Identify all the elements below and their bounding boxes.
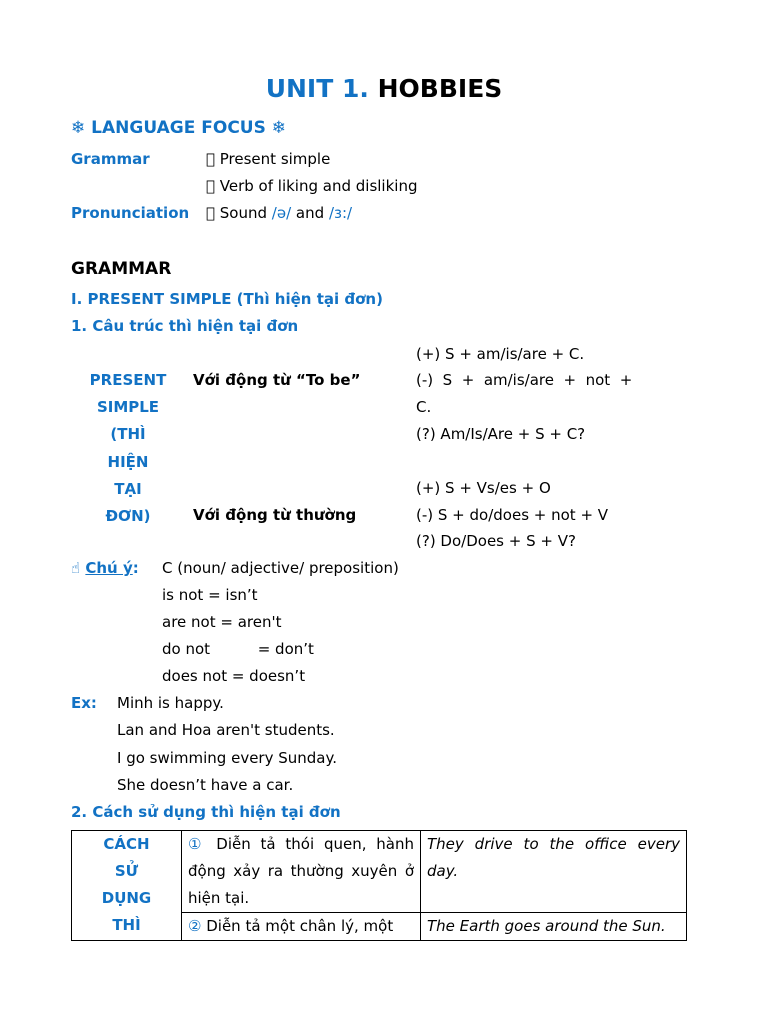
unit-topic: HOBBIES xyxy=(377,74,503,103)
sound-symbol: /ə/ xyxy=(271,204,292,222)
tobe-verb-label: Với động từ “To be” xyxy=(193,371,361,389)
grammar-section-heading: GRAMMAR xyxy=(71,259,172,279)
pronunciation-item xyxy=(206,204,352,222)
tobe-form: C. xyxy=(416,398,432,416)
usage-description xyxy=(182,913,421,941)
normal-form: (+) S + Vs/es + O xyxy=(416,479,551,497)
structure-label-line: (THÌ xyxy=(110,425,146,443)
structure-label-line: SIMPLE xyxy=(96,398,160,416)
tobe-form: (?) Am/Is/Are + S + C? xyxy=(416,425,586,443)
language-focus-heading: ❄ LANGUAGE FOCUS ❄ xyxy=(71,118,287,138)
normal-form: (?) Do/Does + S + V? xyxy=(416,532,576,550)
circled-number: ② xyxy=(188,917,202,935)
example-line: I go swimming every Sunday. xyxy=(117,749,337,767)
example-line: Minh is happy. xyxy=(117,694,224,712)
unit-number: UNIT 1. xyxy=(265,74,369,103)
structure-label-line: PRESENT xyxy=(89,371,167,389)
tobe-form: (+) S + am/is/are + C. xyxy=(416,345,585,363)
usage-example: The Earth goes around the Sun. xyxy=(421,913,687,941)
note-word: Chú ý xyxy=(85,559,133,577)
present-simple-heading: I. PRESENT SIMPLE (Thì hiện tại đơn) xyxy=(71,290,383,308)
sound-prefix:   Sound xyxy=(206,204,268,222)
usage-label-line: CÁCH xyxy=(103,835,150,853)
note-colon: : xyxy=(132,559,139,577)
note-line: C (noun/ adjective/ preposition) xyxy=(162,559,399,577)
pointing-hand-icon: ☝ xyxy=(71,559,81,577)
structure-label-line: ĐƠN) xyxy=(105,507,151,525)
sound-symbol: /ɜ:/ xyxy=(328,204,353,222)
usage-heading: 2. Cách sử dụng thì hiện tại đơn xyxy=(71,803,341,821)
normal-verb-label: Với động từ thường xyxy=(193,506,357,524)
usage-label-cell xyxy=(72,831,182,941)
usage-table xyxy=(71,830,687,941)
usage-description-text: Diễn tả thói quen, hành động xảy ra thường xuyên ở hiện tại. xyxy=(188,835,414,907)
note-line: do not = don’t xyxy=(162,640,314,658)
note-label xyxy=(71,559,139,577)
structure-label-line: TẠI xyxy=(114,480,142,498)
tobe-form: (-) S + am/is/are + not + xyxy=(416,371,633,389)
usage-description-text: Diễn tả một chân lý, một xyxy=(206,917,394,935)
example-line: She doesn’t have a car. xyxy=(117,776,294,794)
example-label: Ex: xyxy=(71,694,97,712)
page-title xyxy=(0,74,768,103)
note-line: are not = aren't xyxy=(162,613,282,631)
grammar-label: Grammar xyxy=(71,150,150,168)
usage-label-line: SỬ xyxy=(114,862,139,880)
example-line: Lan and Hoa aren't students. xyxy=(117,721,335,739)
normal-form: (-) S + do/does + not + V xyxy=(416,506,609,524)
grammar-item:   Verb of liking and disliking xyxy=(206,177,418,195)
usage-label-line: DỤNG xyxy=(101,889,152,907)
note-line: is not = isn’t xyxy=(162,586,258,604)
pronunciation-label: Pronunciation xyxy=(71,204,190,222)
usage-example: They drive to the office every day. xyxy=(421,831,687,913)
structure-heading: 1. Câu trúc thì hiện tại đơn xyxy=(71,317,299,335)
usage-label-line: THÌ xyxy=(112,916,141,934)
circled-number: ① xyxy=(188,835,207,853)
usage-description xyxy=(182,831,421,913)
and-word: and xyxy=(295,204,325,222)
table-row xyxy=(72,831,687,913)
structure-label-line: HIỆN xyxy=(107,453,149,471)
grammar-item:   Present simple xyxy=(206,150,331,168)
note-line: does not = doesn’t xyxy=(162,667,306,685)
